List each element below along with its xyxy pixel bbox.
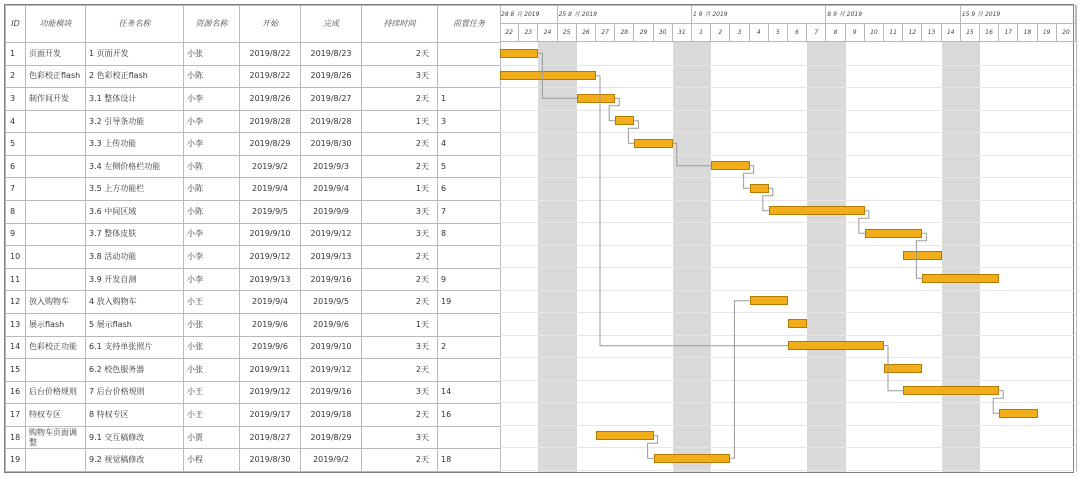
resource-cell[interactable]: 小王: [184, 381, 240, 404]
duration-cell[interactable]: 3天: [362, 201, 438, 224]
week-header-cell: 1 9 月 2019: [692, 6, 826, 24]
col-header-duration[interactable]: 持续时间: [362, 6, 438, 43]
predecessor-cell[interactable]: 3: [438, 110, 501, 133]
id-cell[interactable]: 13: [6, 313, 26, 336]
module-cell[interactable]: 页面开发: [26, 43, 86, 66]
duration-cell[interactable]: 2天: [362, 268, 438, 291]
duration-cell[interactable]: 3天: [362, 336, 438, 359]
finish-date-cell[interactable]: 2019/9/16: [301, 381, 362, 404]
module-cell[interactable]: [26, 246, 86, 269]
day-header-cell: 2: [711, 24, 730, 42]
dependency-link: [993, 391, 1003, 414]
resource-cell[interactable]: 小李: [184, 246, 240, 269]
start-date-cell[interactable]: 2019/9/17: [240, 404, 301, 427]
finish-date-cell[interactable]: 2019/9/12: [301, 359, 362, 382]
start-date-cell[interactable]: 2019/8/30: [240, 449, 301, 472]
start-date-cell[interactable]: 2019/9/12: [240, 246, 301, 269]
module-cell[interactable]: [26, 223, 86, 246]
table-row[interactable]: [6, 155, 501, 178]
day-header-cell: 4: [750, 24, 769, 42]
finish-date-cell[interactable]: 2019/9/18: [301, 404, 362, 427]
start-date-cell[interactable]: 2019/9/4: [240, 291, 301, 314]
dependency-link: [859, 211, 869, 234]
finish-date-cell[interactable]: 2019/8/26: [301, 65, 362, 88]
module-cell[interactable]: [26, 155, 86, 178]
task-table: [5, 5, 501, 472]
predecessor-cell[interactable]: 1: [438, 88, 501, 111]
resource-cell[interactable]: 小李: [184, 268, 240, 291]
task-name-cell[interactable]: 6.1 支持单张照片: [86, 336, 184, 359]
col-header-resource[interactable]: 资源名称: [184, 6, 240, 43]
predecessor-cell[interactable]: 9: [438, 268, 501, 291]
finish-date-cell[interactable]: 2019/8/29: [301, 426, 362, 449]
module-cell[interactable]: 色彩校正flash: [26, 65, 86, 88]
dependency-link: [673, 143, 711, 166]
day-header-cell: 8: [826, 24, 845, 42]
id-cell[interactable]: 9: [6, 223, 26, 246]
table-header-row: [6, 6, 501, 43]
predecessor-cell[interactable]: [438, 43, 501, 66]
resource-cell[interactable]: 小张: [184, 313, 240, 336]
duration-cell[interactable]: 2天: [362, 133, 438, 156]
duration-cell[interactable]: 1天: [362, 110, 438, 133]
resource-cell[interactable]: 小张: [184, 336, 240, 359]
id-cell[interactable]: 15: [6, 359, 26, 382]
duration-cell[interactable]: 2天: [362, 88, 438, 111]
predecessor-cell[interactable]: [438, 246, 501, 269]
task-name-cell[interactable]: 4 放入购物车: [86, 291, 184, 314]
dependency-link: [609, 98, 619, 121]
task-rows: [6, 43, 501, 472]
duration-cell[interactable]: 2天: [362, 246, 438, 269]
module-cell[interactable]: [26, 449, 86, 472]
id-cell[interactable]: 8: [6, 201, 26, 224]
day-header-cell: 29: [634, 24, 653, 42]
module-cell[interactable]: 后台价格规则: [26, 381, 86, 404]
module-cell[interactable]: [26, 268, 86, 291]
finish-date-cell[interactable]: 2019/9/6: [301, 313, 362, 336]
table-row[interactable]: [6, 336, 501, 359]
day-header-cell: 3: [730, 24, 749, 42]
task-name-cell[interactable]: 1 页面开发: [86, 43, 184, 66]
duration-cell[interactable]: 1天: [362, 178, 438, 201]
task-name-cell[interactable]: 3.8 活动功能: [86, 246, 184, 269]
id-cell[interactable]: 3: [6, 88, 26, 111]
id-cell[interactable]: 18: [6, 426, 26, 449]
duration-cell[interactable]: 1天: [362, 313, 438, 336]
task-name-cell[interactable]: 6.2 校色服务器: [86, 359, 184, 382]
predecessor-cell[interactable]: [438, 426, 501, 449]
predecessor-cell[interactable]: [438, 359, 501, 382]
predecessor-cell[interactable]: 8: [438, 223, 501, 246]
duration-cell[interactable]: 3天: [362, 426, 438, 449]
col-header-task[interactable]: 任务名称: [86, 6, 184, 43]
id-cell[interactable]: 17: [6, 404, 26, 427]
week-header-cell: 28 8 月 2019: [500, 6, 558, 24]
finish-date-cell[interactable]: 2019/9/4: [301, 178, 362, 201]
resource-cell[interactable]: 小李: [184, 88, 240, 111]
table-row[interactable]: [6, 88, 501, 111]
duration-cell[interactable]: 2天: [362, 43, 438, 66]
predecessor-cell[interactable]: 5: [438, 155, 501, 178]
table-row[interactable]: [6, 65, 501, 88]
finish-date-cell[interactable]: 2019/9/10: [301, 336, 362, 359]
day-header-cell: 5: [769, 24, 788, 42]
duration-cell[interactable]: 2天: [362, 449, 438, 472]
resource-cell[interactable]: 小陈: [184, 201, 240, 224]
dependency-link: [538, 53, 576, 98]
id-cell[interactable]: 5: [6, 133, 26, 156]
day-header-cell: 13: [922, 24, 941, 42]
dependency-links: [500, 6, 1077, 472]
day-header-cell: 11: [884, 24, 903, 42]
module-cell[interactable]: 放入购物车: [26, 291, 86, 314]
start-date-cell[interactable]: 2019/9/5: [240, 201, 301, 224]
week-header-cell: 8 9 月 2019: [826, 6, 960, 24]
finish-date-cell[interactable]: 2019/9/3: [301, 155, 362, 178]
finish-date-cell[interactable]: 2019/9/5: [301, 291, 362, 314]
table-row[interactable]: [6, 133, 501, 156]
start-date-cell[interactable]: 2019/9/12: [240, 381, 301, 404]
start-date-cell[interactable]: 2019/9/6: [240, 336, 301, 359]
finish-date-cell[interactable]: 2019/8/28: [301, 110, 362, 133]
day-header-cell: 18: [1018, 24, 1037, 42]
day-header-cell: 10: [865, 24, 884, 42]
finish-date-cell[interactable]: 2019/9/16: [301, 268, 362, 291]
start-date-cell[interactable]: 2019/8/28: [240, 110, 301, 133]
resource-cell[interactable]: 小李: [184, 110, 240, 133]
dependency-link: [763, 188, 773, 211]
day-header-cell: 30: [654, 24, 673, 42]
resource-cell[interactable]: 小陈: [184, 65, 240, 88]
table-row[interactable]: [6, 110, 501, 133]
module-cell[interactable]: 展示flash: [26, 313, 86, 336]
module-cell[interactable]: [26, 133, 86, 156]
id-cell[interactable]: 12: [6, 291, 26, 314]
day-header-cell: 12: [903, 24, 922, 42]
id-cell[interactable]: 11: [6, 268, 26, 291]
col-header-predecessor[interactable]: 前置任务: [438, 6, 501, 43]
id-cell[interactable]: 7: [6, 178, 26, 201]
day-header-cell: 28: [615, 24, 634, 42]
task-name-cell[interactable]: 3.9 开发自测: [86, 268, 184, 291]
module-cell[interactable]: [26, 201, 86, 224]
start-date-cell[interactable]: 2019/8/27: [240, 426, 301, 449]
day-header-cell: 25: [558, 24, 577, 42]
task-name-cell[interactable]: 3.3 上传功能: [86, 133, 184, 156]
task-name-cell[interactable]: 3.6 中间区域: [86, 201, 184, 224]
task-name-cell[interactable]: 3.1 整体设计: [86, 88, 184, 111]
task-name-cell[interactable]: 2 色彩校正flash: [86, 65, 184, 88]
finish-date-cell[interactable]: 2019/9/12: [301, 223, 362, 246]
module-cell[interactable]: 色彩校正功能: [26, 336, 86, 359]
resource-cell[interactable]: 小王: [184, 291, 240, 314]
day-header-cell: 17: [999, 24, 1018, 42]
day-header-cell: 24: [538, 24, 557, 42]
task-name-cell[interactable]: 8 特权专区: [86, 404, 184, 427]
day-header-cell: 14: [942, 24, 961, 42]
start-date-cell[interactable]: 2019/9/4: [240, 178, 301, 201]
day-header-cell: 16: [980, 24, 999, 42]
week-header-cell: 25 8 月 2019: [558, 6, 692, 24]
resource-cell[interactable]: 小李: [184, 133, 240, 156]
col-header-finish[interactable]: 完成: [301, 6, 362, 43]
dependency-link: [916, 233, 926, 278]
predecessor-cell[interactable]: 6: [438, 178, 501, 201]
gantt-chart: [500, 5, 1077, 472]
resource-cell[interactable]: 小李: [184, 223, 240, 246]
module-cell[interactable]: 特权专区: [26, 404, 86, 427]
day-header-cell: 23: [519, 24, 538, 42]
start-date-cell[interactable]: 2019/8/29: [240, 133, 301, 156]
table-row[interactable]: [6, 291, 501, 314]
module-cell[interactable]: [26, 359, 86, 382]
start-date-cell[interactable]: 2019/9/2: [240, 155, 301, 178]
table-row[interactable]: [6, 313, 501, 336]
finish-date-cell[interactable]: 2019/8/27: [301, 88, 362, 111]
finish-date-cell[interactable]: 2019/8/30: [301, 133, 362, 156]
day-header-cell: 20: [1057, 24, 1076, 42]
predecessor-cell[interactable]: 19: [438, 291, 501, 314]
predecessor-cell[interactable]: 18: [438, 449, 501, 472]
start-date-cell[interactable]: 2019/9/11: [240, 359, 301, 382]
day-header-cell: 31: [673, 24, 692, 42]
predecessor-cell[interactable]: 2: [438, 336, 501, 359]
day-header-cell: 27: [596, 24, 615, 42]
module-cell[interactable]: [26, 178, 86, 201]
resource-cell[interactable]: 小王: [184, 404, 240, 427]
table-row[interactable]: [6, 426, 501, 449]
id-cell[interactable]: 6: [6, 155, 26, 178]
col-header-start[interactable]: 开始: [240, 6, 301, 43]
task-name-cell[interactable]: 9.1 交互稿修改: [86, 426, 184, 449]
week-header-cell: 15 9 月 2019: [961, 6, 1076, 24]
start-date-cell[interactable]: 2019/8/22: [240, 43, 301, 66]
id-cell[interactable]: 14: [6, 336, 26, 359]
dependency-link: [628, 121, 638, 144]
resource-cell[interactable]: 小贾: [184, 426, 240, 449]
day-header-cell: 15: [961, 24, 980, 42]
resource-cell[interactable]: 小张: [184, 359, 240, 382]
finish-date-cell[interactable]: 2019/9/2: [301, 449, 362, 472]
id-cell[interactable]: 2: [6, 65, 26, 88]
table-row[interactable]: [6, 381, 501, 404]
start-date-cell[interactable]: 2019/9/13: [240, 268, 301, 291]
duration-cell[interactable]: 3天: [362, 381, 438, 404]
dependency-link: [744, 166, 754, 189]
task-name-cell[interactable]: 3.7 整体皮肤: [86, 223, 184, 246]
task-name-cell[interactable]: 3.2 引导条功能: [86, 110, 184, 133]
col-header-module[interactable]: 功能模块: [26, 6, 86, 43]
table-row[interactable]: [6, 223, 501, 246]
day-header-cell: 19: [1038, 24, 1057, 42]
start-date-cell[interactable]: 2019/9/6: [240, 313, 301, 336]
id-cell[interactable]: 16: [6, 381, 26, 404]
module-cell[interactable]: [26, 110, 86, 133]
resource-cell[interactable]: 小陈: [184, 178, 240, 201]
duration-cell[interactable]: 3天: [362, 65, 438, 88]
dependency-link: [730, 301, 749, 459]
predecessor-cell[interactable]: 4: [438, 133, 501, 156]
finish-date-cell[interactable]: 2019/8/23: [301, 43, 362, 66]
start-date-cell[interactable]: 2019/8/22: [240, 65, 301, 88]
task-name-cell[interactable]: 3.5 上方功能栏: [86, 178, 184, 201]
table-row[interactable]: [6, 449, 501, 472]
dependency-link: [596, 76, 788, 346]
col-header-id[interactable]: ID: [6, 6, 26, 43]
dependency-link: [648, 436, 658, 459]
id-cell[interactable]: 4: [6, 110, 26, 133]
predecessor-cell[interactable]: [438, 65, 501, 88]
day-header-cell: 26: [577, 24, 596, 42]
module-cell[interactable]: 制作间开发: [26, 88, 86, 111]
task-name-cell[interactable]: 3.4 左侧价格栏功能: [86, 155, 184, 178]
start-date-cell[interactable]: 2019/8/26: [240, 88, 301, 111]
table-row[interactable]: [6, 268, 501, 291]
duration-cell[interactable]: 2天: [362, 155, 438, 178]
finish-date-cell[interactable]: 2019/9/9: [301, 201, 362, 224]
predecessor-cell[interactable]: [438, 313, 501, 336]
day-header-cell: 1: [692, 24, 711, 42]
table-row[interactable]: [6, 359, 501, 382]
dependency-link: [884, 346, 903, 391]
day-header-cell: 7: [807, 24, 826, 42]
task-name-cell[interactable]: 9.2 视觉稿修改: [86, 449, 184, 472]
resource-cell[interactable]: 小张: [184, 43, 240, 66]
predecessor-cell[interactable]: 7: [438, 201, 501, 224]
day-header-cell: 22: [500, 24, 519, 42]
duration-cell[interactable]: 2天: [362, 359, 438, 382]
task-name-cell[interactable]: 7 后台价格规则: [86, 381, 184, 404]
duration-cell[interactable]: 2天: [362, 291, 438, 314]
day-header-cell: 6: [788, 24, 807, 42]
id-cell[interactable]: 1: [6, 43, 26, 66]
resource-cell[interactable]: 小程: [184, 449, 240, 472]
table-row[interactable]: [6, 246, 501, 269]
day-header-cell: 9: [846, 24, 865, 42]
duration-cell[interactable]: 3天: [362, 223, 438, 246]
start-date-cell[interactable]: 2019/9/10: [240, 223, 301, 246]
table-row[interactable]: [6, 43, 501, 66]
id-cell[interactable]: 19: [6, 449, 26, 472]
predecessor-cell[interactable]: 16: [438, 404, 501, 427]
task-name-cell[interactable]: 5 展示flash: [86, 313, 184, 336]
module-cell[interactable]: 购物车页面调整: [26, 426, 86, 449]
table-row[interactable]: [6, 201, 501, 224]
duration-cell[interactable]: 2天: [362, 404, 438, 427]
table-row[interactable]: [6, 404, 501, 427]
finish-date-cell[interactable]: 2019/9/13: [301, 246, 362, 269]
predecessor-cell[interactable]: 14: [438, 381, 501, 404]
resource-cell[interactable]: 小陈: [184, 155, 240, 178]
table-row[interactable]: [6, 178, 501, 201]
id-cell[interactable]: 10: [6, 246, 26, 269]
